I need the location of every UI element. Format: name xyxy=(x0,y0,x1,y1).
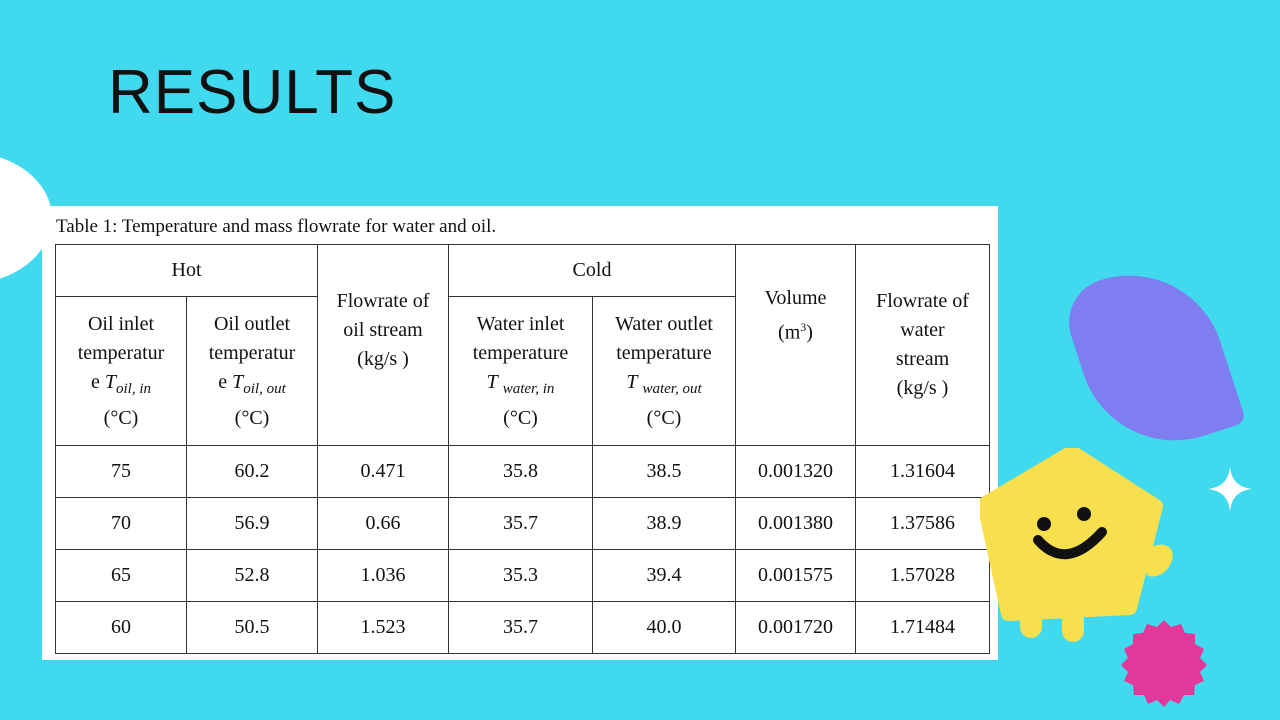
cell: 0.001575 xyxy=(736,550,856,602)
cell: 35.8 xyxy=(449,446,593,498)
header-flowrate-water: Flowrate of water stream (kg/s ) xyxy=(856,245,990,446)
cell: 0.471 xyxy=(318,446,449,498)
table-card xyxy=(42,206,998,660)
header-oil-inlet: Oil inlet temperatur e $T_{oil, in}$ (°C) xyxy=(56,297,187,446)
cell: 35.3 xyxy=(449,550,593,602)
cell: 56.9 xyxy=(187,498,318,550)
cell: 38.9 xyxy=(593,498,736,550)
table-row xyxy=(56,550,990,602)
table-row xyxy=(56,446,990,498)
table-row xyxy=(56,602,990,654)
cell: 1.036 xyxy=(318,550,449,602)
results-table xyxy=(55,244,990,654)
cell: 38.5 xyxy=(593,446,736,498)
header-hot: Hot xyxy=(56,245,318,297)
cell: 0.66 xyxy=(318,498,449,550)
cell: 60 xyxy=(56,602,187,654)
purple-leaf-decoration xyxy=(1058,251,1247,465)
header-flowrate-oil: Flowrate of oil stream (kg/s ) xyxy=(318,245,449,446)
header-volume: Volume $(m^3)$ xyxy=(736,245,856,446)
slide-title: RESULTS xyxy=(108,58,397,127)
cell: 1.71484 xyxy=(856,602,990,654)
cell: 50.5 xyxy=(187,602,318,654)
cell: 65 xyxy=(56,550,187,602)
cell: 0.001380 xyxy=(736,498,856,550)
cell: 52.8 xyxy=(187,550,318,602)
cell: 60.2 xyxy=(187,446,318,498)
sparkle-star-icon xyxy=(1206,465,1254,513)
cell: 1.523 xyxy=(318,602,449,654)
cell: 39.4 xyxy=(593,550,736,602)
header-water-outlet: Water outlet temperature T $_{water, out}$ (°C) xyxy=(593,297,736,446)
cell: 40.0 xyxy=(593,602,736,654)
cell: 0.001720 xyxy=(736,602,856,654)
cell: 35.7 xyxy=(449,498,593,550)
cell: 1.31604 xyxy=(856,446,990,498)
header-oil-outlet: Oil outlet temperatur e $T_{oil, out}$ (°C) xyxy=(187,297,318,446)
cell: 35.7 xyxy=(449,602,593,654)
table-row xyxy=(56,498,990,550)
header-cold: Cold xyxy=(449,245,736,297)
header-water-inlet: Water inlet temperature T $_{water, in}$ (°C) xyxy=(449,297,593,446)
cell: 75 xyxy=(56,446,187,498)
smiley-mascot-icon xyxy=(980,448,1180,648)
table-caption: Table 1: Temperature and mass flowrate for water and oil. xyxy=(56,216,497,237)
cell: 1.37586 xyxy=(856,498,990,550)
cell: 0.001320 xyxy=(736,446,856,498)
cell: 70 xyxy=(56,498,187,550)
cell: 1.57028 xyxy=(856,550,990,602)
